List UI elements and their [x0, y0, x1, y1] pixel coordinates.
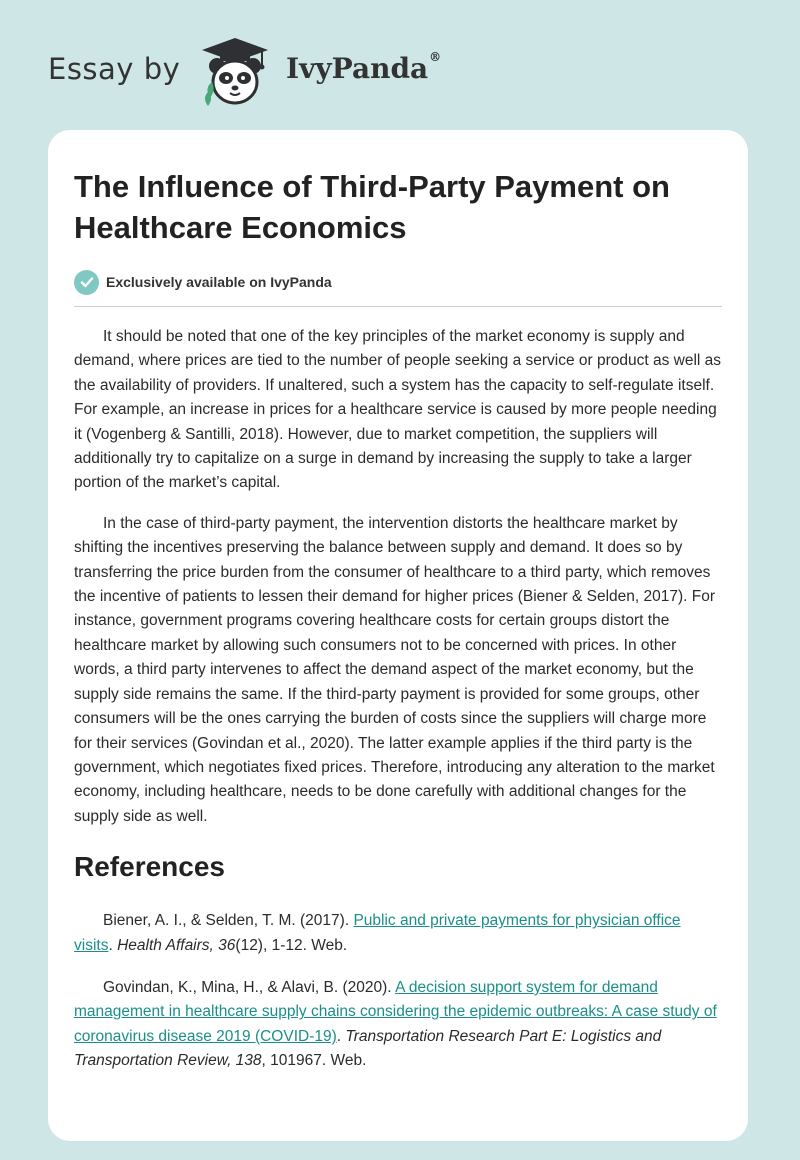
exclusive-badge: [74, 268, 722, 296]
page-title: The Influence of Third-Party Payment on Healthcare Economics: [74, 169, 670, 245]
divider: [74, 306, 722, 307]
essay-by-label: Essay by: [48, 52, 181, 86]
check-icon: [74, 270, 99, 295]
reference-punct: .: [336, 1027, 346, 1045]
reference-item: [74, 909, 722, 958]
panda-graduate-logo-icon[interactable]: [200, 36, 270, 108]
paragraph: It should be noted that one of the key principles of the market economy is supply and demand, where prices are tied to the number of people seeking a service or product as well as the availability of providers. If unaltered, such a system has the capacity to self-regulate itself. For example, an increase in prices for a healthcare service is caused by more people needing it (Vogenberg & Santilli, 2018). However, due to market competition, the suppliers will additionally try to capitalize on a surge in demand by increasing the supply to take a larger portion of the market’s capital.: [74, 328, 722, 492]
reference-link[interactable]: A decision support system for demand management in healthcare supply chains considering the epidemic outbreaks: A case study of coronavirus disease 2019 (COVID-19): [74, 978, 717, 1045]
reference-link[interactable]: Public and private payments for physician office visits: [74, 912, 681, 954]
site-header: [0, 0, 800, 130]
reference-journal: Health Affairs, 36: [117, 936, 236, 954]
essay-card: [48, 130, 748, 1141]
reference-journal: Transportation Research Part E: Logistics and Transportation Review, 138: [74, 1027, 662, 1070]
registered-mark: ®: [429, 50, 442, 64]
reference-punct: .: [108, 936, 118, 954]
exclusive-label: Exclusively available on IvyPanda: [106, 274, 332, 290]
references-heading: References: [74, 851, 225, 883]
reference-item: [74, 976, 722, 1074]
reference-details: , 101967. Web.: [261, 1052, 367, 1070]
reference-details: (12), 1-12. Web.: [235, 936, 348, 954]
brand-text: IvyPanda: [286, 52, 429, 85]
reference-authors: Biener, A. I., & Selden, T. M. (2017).: [103, 912, 354, 930]
brand-name[interactable]: [286, 52, 441, 85]
paragraph: In the case of third-party payment, the intervention distorts the healthcare market by shifting the incentives preserving the balance between supply and demand. It does so by transferring the price burden from the consumer of healthcare to a third party, which removes the incentive of patients to lessen their demand for higher prices (Biener & Selden, 2017). For instance, government programs covering healthcare costs for certain groups distort the healthcare market by allowing such consumers not to be concerned with prices. In other words, a third party intervenes to affect the demand aspect of the market economy, but the supply side remains the same. If the third-party payment is provided for some groups, other consumers will be the ones carrying the burden of costs since the suppliers will charge more for their services (Govindan et al., 2020). The latter example applies if the third party is the government, which negotiates fixed prices. Therefore, introducing any alteration to the market economy, including healthcare, needs to be done carefully with additional changes for the supply side as well.: [74, 514, 716, 825]
reference-authors: Govindan, K., Mina, H., & Alavi, B. (2020).: [103, 978, 396, 996]
